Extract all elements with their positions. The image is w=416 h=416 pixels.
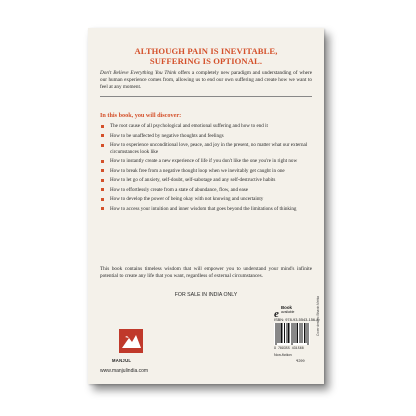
bullet-icon [101,144,104,147]
bullet-icon [101,125,104,128]
intro-paragraph [100,70,312,92]
bullet-icon [101,188,104,191]
barcode-digits: 9 789355 431568 [274,346,304,350]
list-item: How to develop the power of being okay with not knowing and uncertainty [100,196,312,203]
bullet-icon [101,198,104,201]
publisher-website: www.manjulindia.com [100,368,149,374]
benefits-list [100,123,312,215]
intro-text: offers a completely new paradigm and understanding of where our human experience comes from, allowing us to end our own suffering and create how we want to feel at any moment. [100,70,312,91]
list-item: The root cause of all psychological and emotional suffering and how to end it [100,123,312,130]
list-item: How to effortlessly create from a state of abundance, flow, and ease [100,187,312,194]
list-item: How to experience unconditional love, peace, and joy in the present, no matter what our external circumstances look like [100,142,312,155]
book-back-cover [88,28,324,384]
ebook-icon: e [274,308,279,320]
category-label: Non-fiction [274,353,292,357]
publisher-logo-icon [116,326,146,356]
list-item: How to let go of anxiety, self-doubt, self-sabotage and any self-destructive habits [100,177,312,184]
bullet-icon [101,134,104,137]
headline-line-1: ALTHOUGH PAIN IS INEVITABLE, [134,46,278,56]
bullet-icon [101,169,104,172]
divider [100,96,312,97]
intro-book-title: Don't Believe Everything You Think [100,70,177,76]
list-item: How to instantly create a new experience of life if you don't like the one you're in right now [100,158,312,165]
list-item: How to break free from a negative thought loop when we inevitably get caught in one [100,168,312,175]
publisher-name: MANJUL [112,358,132,363]
discover-heading: In this book, you will discover: [100,112,182,119]
bullet-icon [101,160,104,163]
headline-line-2: SUFFERING IS OPTIONAL. [149,56,263,66]
ebook-label: Book [281,305,292,310]
barcode-icon [274,323,310,345]
list-item: How to access your intuition and inner wisdom that goes beyond the limitations of thinking [100,206,312,213]
isbn-text: ISBN: 978-93-5543-156-8 [274,317,319,322]
sale-note: FOR SALE IN INDIA ONLY [174,292,238,298]
cover-design-credit: Cover design: Bhavin Mehta [316,295,320,336]
list-item: How to be unaffected by negative thoughts and feelings [100,133,312,140]
bullet-icon [101,179,104,182]
price-label: ₹299 [296,359,305,363]
bullet-icon [101,207,104,210]
headline [88,46,324,66]
ebook-available-label: available [281,310,295,314]
outro-paragraph: This book contains timeless wisdom that will empower you to understand your mind's infinite potential to create any life that you want, regardless of external circumstances. [100,266,312,280]
